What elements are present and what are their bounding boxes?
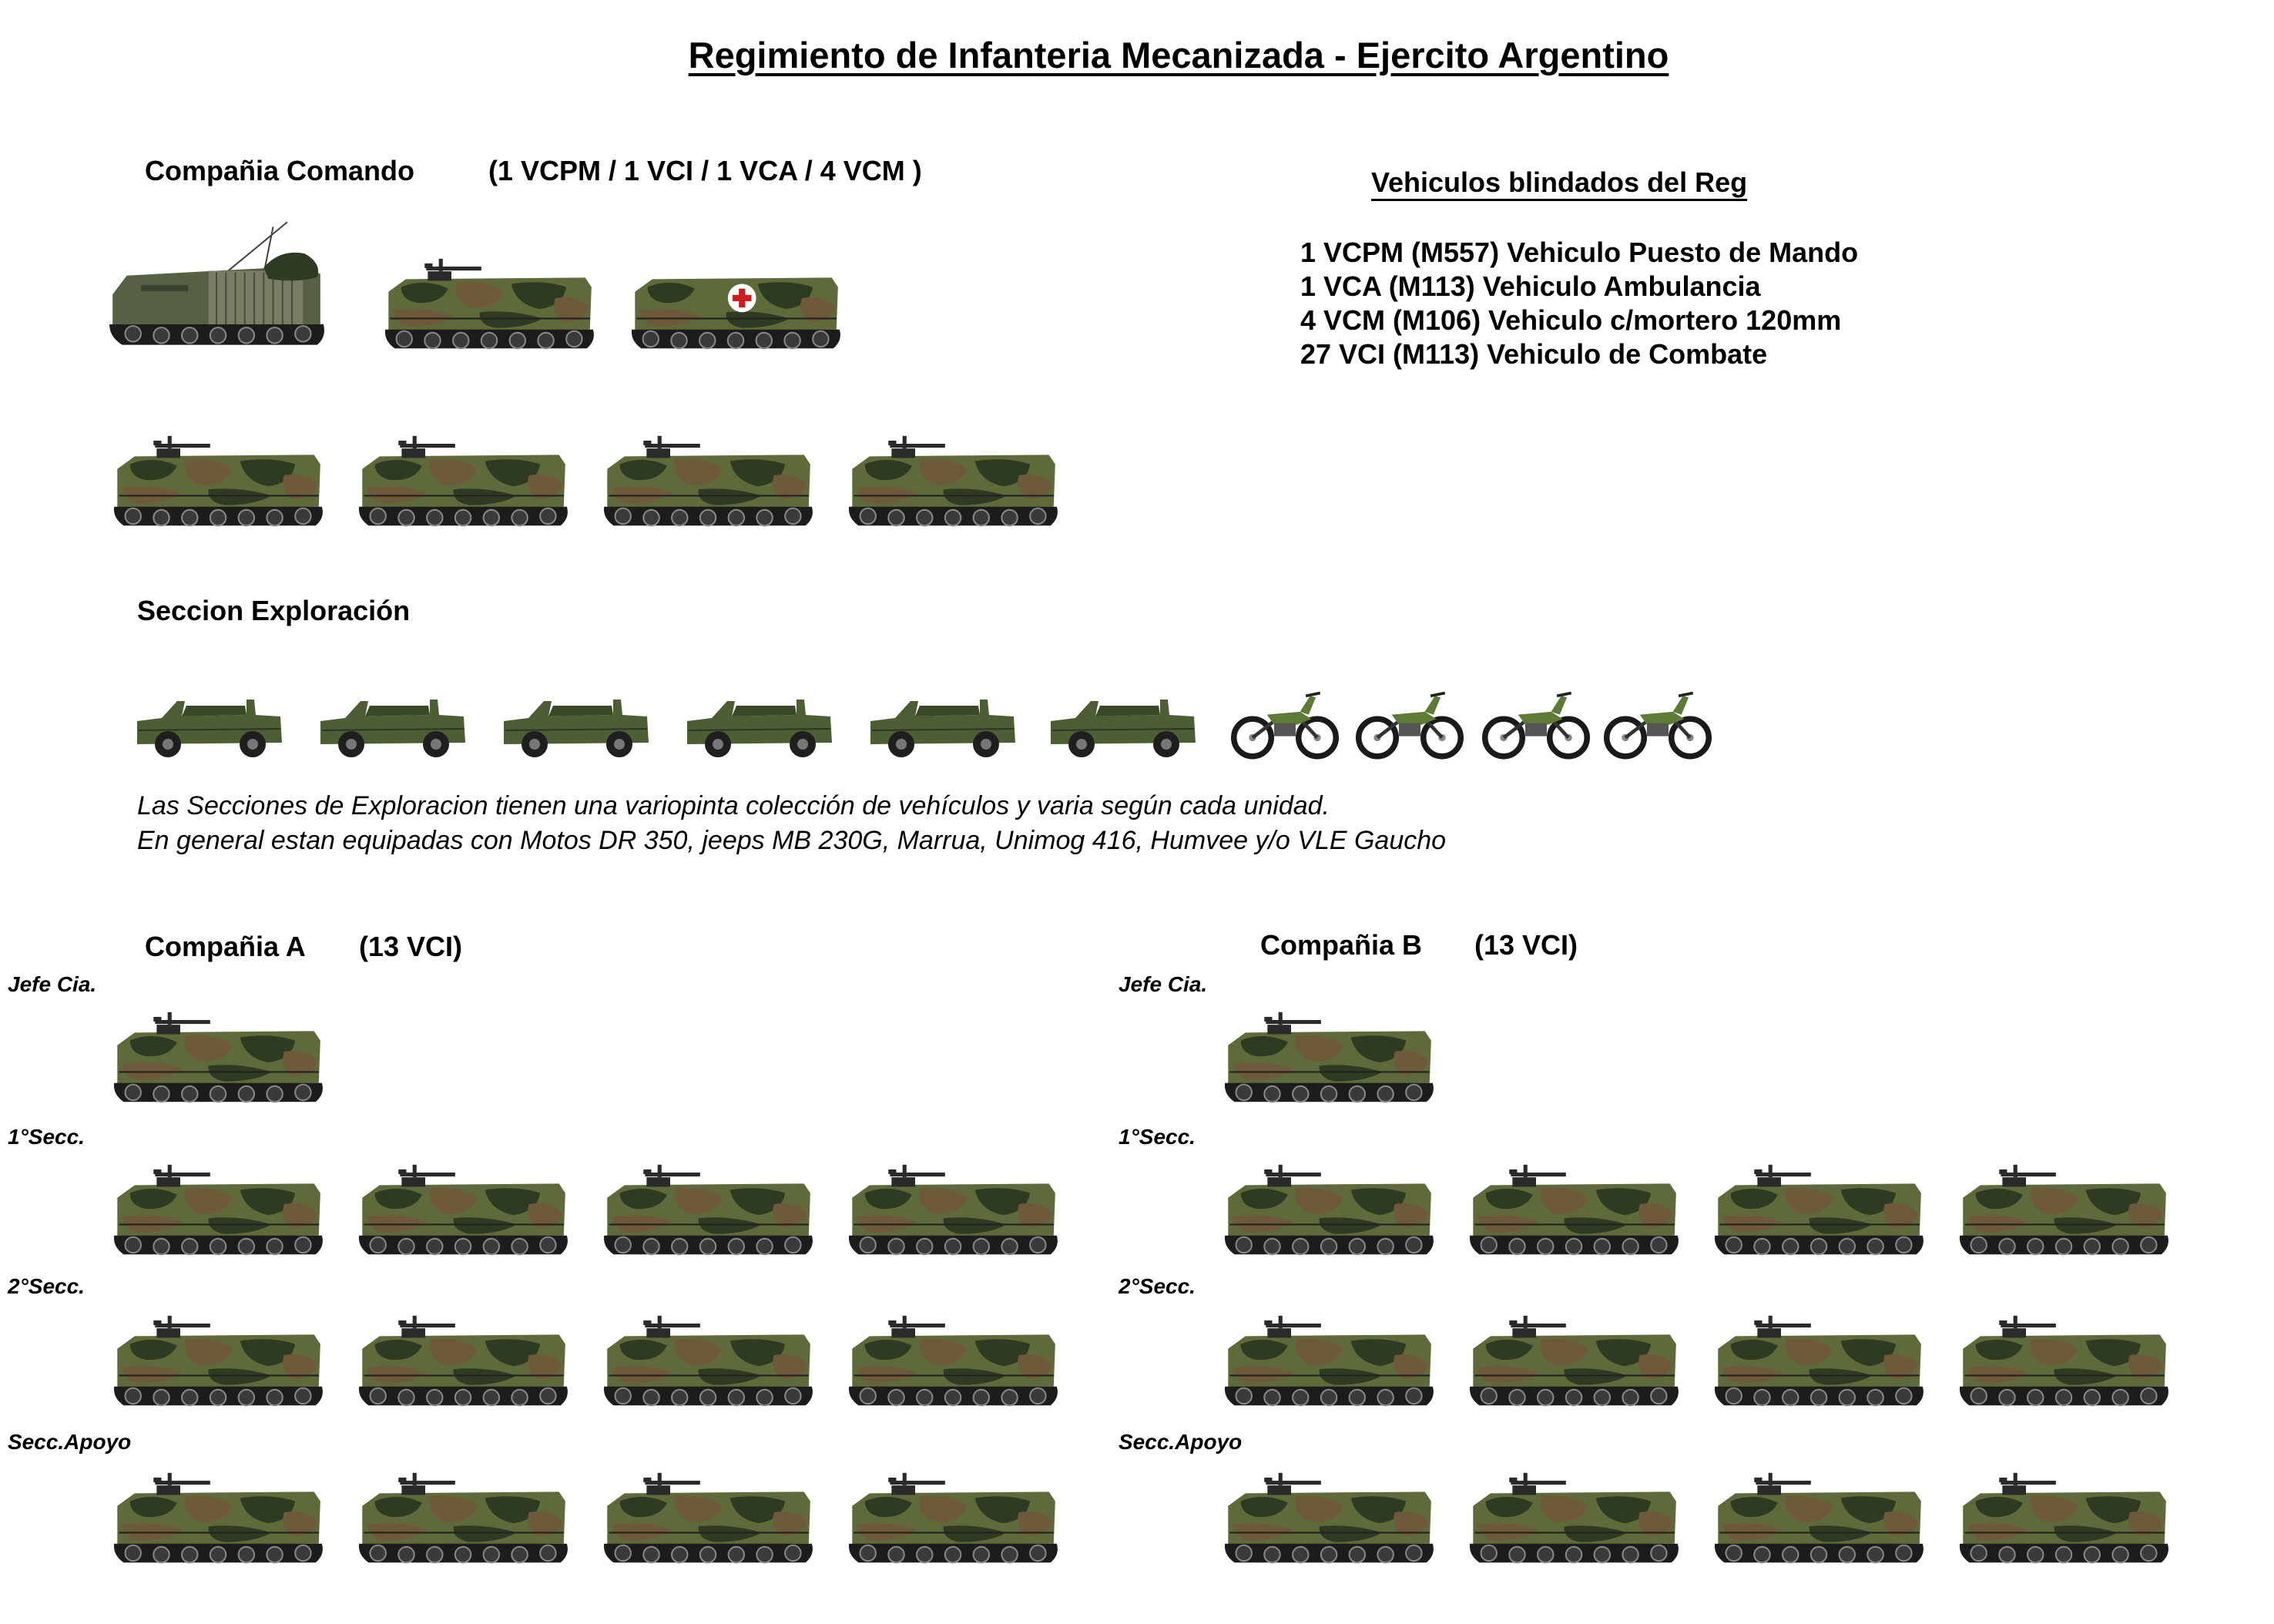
infantry-fighting-vehicle [1217,1459,1437,1575]
infantry-fighting-vehicle [1707,1302,1927,1418]
infantry-fighting-vehicle [1217,998,1437,1114]
infantry-fighting-vehicle [1707,1151,1927,1267]
motorcycle-icon [1231,681,1339,761]
row-label-support: Secc.Apoyo [8,1430,132,1454]
jeep-icon [498,683,652,760]
infantry-fighting-vehicle [1462,1151,1682,1267]
jeep-icon [681,683,835,760]
company-b-heading: Compañia B [1260,929,1423,961]
company-b-count: (13 VCI) [1474,929,1578,961]
jeep-icon [864,683,1018,760]
legend-line: 4 VCM (M106) Vehiculo c/mortero 120mm [1300,304,1842,336]
legend-heading: Vehiculos blindados del Reg [1371,166,1748,198]
legend-line: 1 VCA (M113) Vehiculo Ambulancia [1300,270,1761,302]
row-label-support: Secc.Apoyo [1119,1430,1243,1454]
motorcycle-icon [1482,681,1590,761]
mortar-vehicle [106,422,327,538]
row-label-sec1: 1°Secc. [1119,1125,1196,1149]
infantry-fighting-vehicle [106,1302,327,1418]
infantry-fighting-vehicle [106,1459,327,1575]
infantry-fighting-vehicle [1217,1302,1437,1418]
motorcycle-icon [1604,681,1712,761]
infantry-fighting-vehicle [351,1302,572,1418]
row-label-leader: Jefe Cia. [1119,972,1208,996]
mortar-vehicle [841,422,1062,538]
ambulance-vehicle [624,245,844,361]
mortar-vehicle [596,422,817,538]
infantry-fighting-vehicle [841,1459,1062,1575]
row-label-sec1: 1°Secc. [8,1125,85,1149]
infantry-fighting-vehicle [1462,1459,1682,1575]
company-a-count: (13 VCI) [359,931,463,962]
infantry-fighting-vehicle [106,1151,327,1267]
infantry-fighting-vehicle [351,1151,572,1267]
infantry-fighting-vehicle [1217,1151,1437,1267]
recon-note-line: En general estan equipadas con Motos DR 350, jeeps MB 230G, Marrua, Unimog 416, Humvee y/o VLE Gaucho [137,826,1447,855]
motorcycle-icon [1356,681,1464,761]
recon-note-line: Las Secciones de Exploracion tienen una variopinta colección de vehículos y varia según cada unidad. [137,791,1330,820]
infantry-fighting-vehicle [1707,1459,1927,1575]
infantry-fighting-vehicle [106,998,327,1114]
infantry-fighting-vehicle [841,1151,1062,1267]
mortar-vehicle [351,422,572,538]
infantry-fighting-vehicle [596,1459,817,1575]
page-title: Regimiento de Infanteria Mecanizada - Ejercito Argentino [688,35,1669,75]
infantry-fighting-vehicle [351,1459,572,1575]
jeep-icon [1045,683,1199,760]
legend-line: 27 VCI (M113) Vehiculo de Combate [1300,338,1768,370]
infantry-fighting-vehicle [1952,1459,2172,1575]
row-label-sec2: 2°Secc. [1119,1274,1196,1298]
legend-line: 1 VCPM (M557) Vehiculo Puesto de Mando [1300,237,1859,268]
infantry-fighting-vehicle [1462,1302,1682,1418]
jeep-icon [131,683,285,760]
infantry-fighting-vehicle [596,1302,817,1418]
legend-list [1300,236,1858,371]
command-company-composition: (1 VCPM / 1 VCI / 1 VCA / 4 VCM ) [488,155,922,186]
row-label-leader: Jefe Cia. [8,972,97,996]
jeep-icon [314,683,468,760]
command-company-heading: Compañia Comando [145,155,415,186]
infantry-fighting-vehicle [377,245,598,361]
infantry-fighting-vehicle [841,1302,1062,1418]
company-a-heading: Compañia A [145,931,306,962]
row-label-sec2: 2°Secc. [8,1274,85,1298]
infantry-fighting-vehicle [1952,1302,2172,1418]
recon-section-heading: Seccion Exploración [137,595,411,626]
infantry-fighting-vehicle [1952,1151,2172,1267]
infantry-fighting-vehicle [596,1151,817,1267]
recon-note [137,789,1446,858]
command-post-vehicle [106,213,327,359]
